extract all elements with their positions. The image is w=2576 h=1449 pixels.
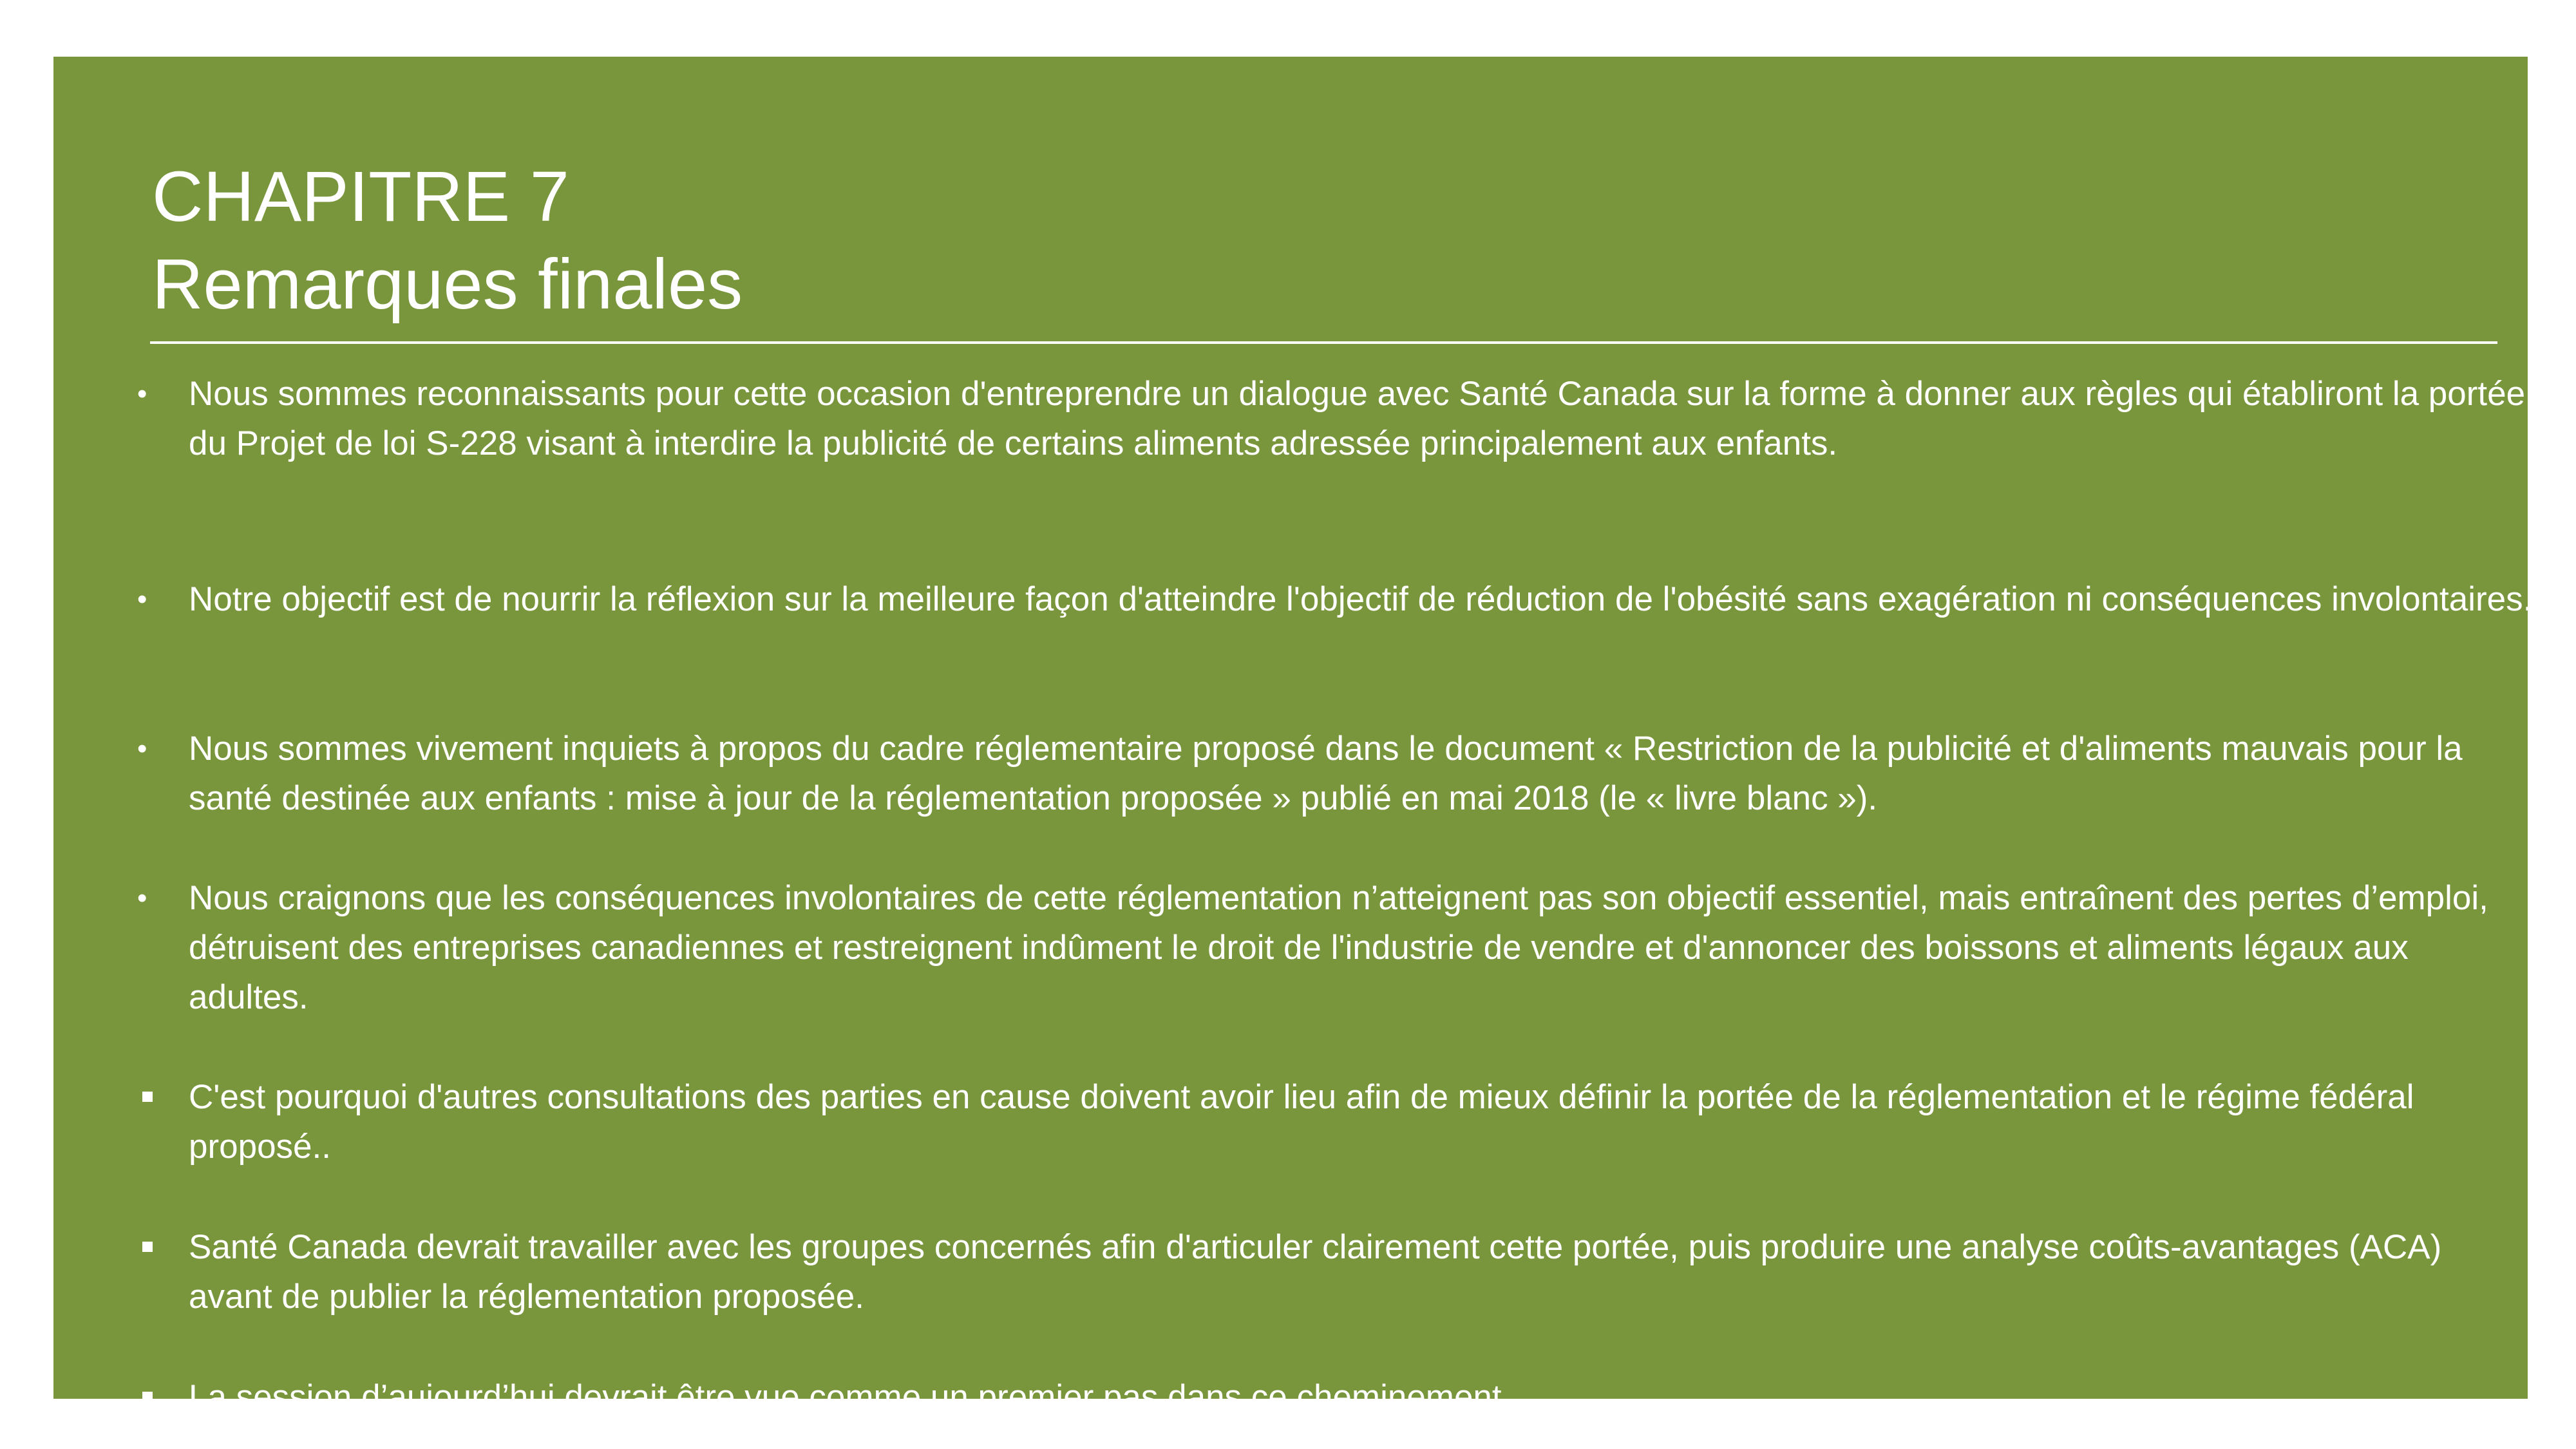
bullet-dot-icon: • — [137, 882, 147, 914]
bullet-text: Nous sommes reconnaissants pour cette occasion d'entreprendre un dialogue avec Santé Canada sur la forme à donner aux règles qui établiront la portée du Projet de loi S-228 visant à interdire la publicité de certains aliments adressée principalement aux enfants. — [189, 375, 2526, 462]
bullet-list — [53, 57, 2533, 1416]
bullet-text: Nous sommes vivement inquiets à propos du cadre réglementaire proposé dans le document « Restriction de la publicité et d'aliments mauvais pour la santé destinée aux enfants : mise à jour de la réglementation proposée » publié en mai 2018 (le « livre blanc »). — [189, 730, 2463, 817]
bullet-item-4 — [137, 873, 2533, 1022]
section-heading: Remarques finales — [152, 245, 743, 324]
bullet-item-6 — [137, 1222, 2533, 1321]
bullet-text: Santé Canada devrait travailler avec les groupes concernés afin d'articuler clairement cette portée, puis produire une analyse coûts-avantages (ACA) avant de publier la réglementation proposée. — [189, 1228, 2442, 1316]
bullet-dot-icon: • — [137, 733, 147, 764]
bullet-item-3 — [137, 724, 2533, 823]
bullet-text: C'est pourquoi d'autres consultations des parties en cause doivent avoir lieu afin de mieux définir la portée de la réglementation et le régime fédéral proposé.. — [189, 1078, 2414, 1166]
bullet-dot-icon: • — [137, 583, 147, 615]
bullet-text: La session d’aujourd’hui devrait être vue comme un premier pas dans ce cheminement. — [189, 1378, 1511, 1416]
slide — [53, 57, 2533, 1416]
bullet-text: Nous craignons que les conséquences involontaires de cette réglementation n’atteignent pas son objectif essentiel, mais entraînent des pertes d’emploi, détruisent des entreprises canadiennes et restreignent indûment le droit de l'industrie de vendre et d'annoncer des boissons et aliments légaux aux adultes. — [189, 879, 2488, 1016]
bullet-dot-icon: • — [137, 378, 147, 410]
bullet-item-7 — [137, 1372, 2533, 1422]
bullet-text: Notre objectif est de nourrir la réflexion sur la meilleure façon d'atteindre l'objectif de réduction de l'obésité sans exagération ni conséquences involontaires. — [189, 580, 2533, 618]
bullet-item-1 — [137, 369, 2533, 468]
chapter-heading: CHAPITRE 7 — [152, 157, 569, 236]
bullet-item-2 — [137, 574, 2533, 624]
bullet-item-5 — [137, 1072, 2533, 1171]
